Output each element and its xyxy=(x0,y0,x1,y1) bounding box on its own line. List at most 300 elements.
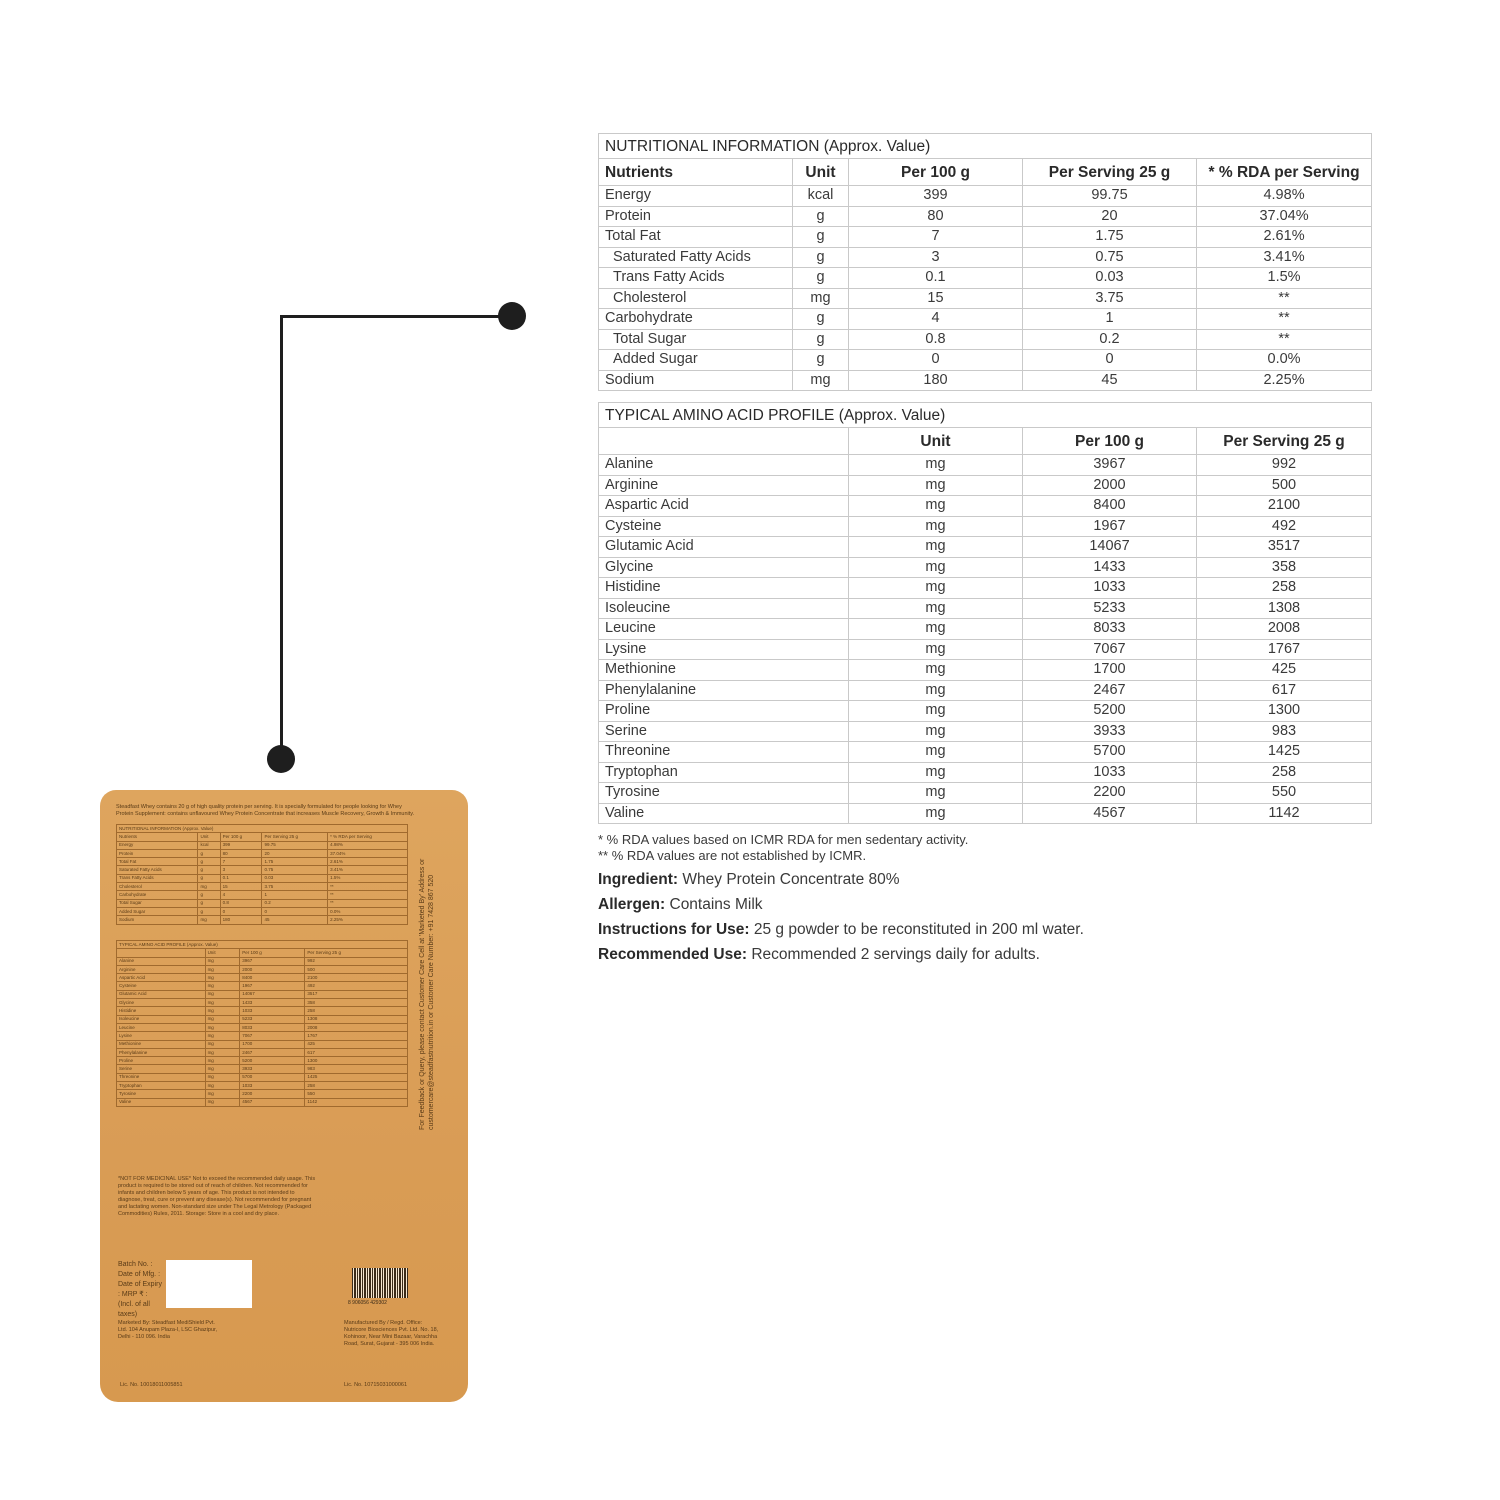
amino-row xyxy=(599,475,1372,496)
pouch-amino-cell: mg xyxy=(205,974,240,982)
pouch-amino-cell: 492 xyxy=(305,982,408,990)
nutrition-row xyxy=(599,247,1372,268)
pouch-amino-cell: 1433 xyxy=(240,999,305,1007)
nutrient-per-serving: 20 xyxy=(1023,206,1197,227)
amino-per-serving: 258 xyxy=(1197,578,1372,599)
nutrition-row xyxy=(599,370,1372,391)
pouch-amino-cell: 5700 xyxy=(240,1073,305,1081)
amino-per-100g: 2467 xyxy=(1023,680,1197,701)
nutrient-rda: 37.04% xyxy=(1197,206,1372,227)
nutrient-unit: g xyxy=(793,309,849,330)
pouch-amino-cell: Isoleucine xyxy=(117,1015,206,1023)
nutrient-per-100g: 0.1 xyxy=(849,268,1023,289)
amino-per-100g: 3967 xyxy=(1023,455,1197,476)
pouch-amino-cell: 2000 xyxy=(240,965,305,973)
amino-unit: mg xyxy=(849,475,1023,496)
amino-row xyxy=(599,803,1372,824)
pouch-amino-cell: mg xyxy=(205,1057,240,1065)
pouch-amino-title: TYPICAL AMINO ACID PROFILE (Approx. Value) xyxy=(117,941,408,949)
amino-unit: mg xyxy=(849,742,1023,763)
pouch-nut-cell: g xyxy=(198,899,220,907)
pouch-amino-cell: 983 xyxy=(305,1065,408,1073)
pouch-amino-cell: Aspartic Acid xyxy=(117,974,206,982)
pouch-nut-header: Per Serving 25 g xyxy=(262,833,328,841)
nutrient-rda: ** xyxy=(1197,309,1372,330)
amino-header-0 xyxy=(599,428,849,455)
pouch-feedback-text: For Feedback or Query, please contact Customer Care Cell at 'Marketed By' Address or customercare@steadfastnutrition.in or Customer Care Number: +91 7428 867 520 xyxy=(419,858,435,1130)
amino-name: Methionine xyxy=(599,660,849,681)
pouch-amino-cell: Alanine xyxy=(117,957,206,965)
nutrient-unit: g xyxy=(793,227,849,248)
amino-per-100g: 1700 xyxy=(1023,660,1197,681)
amino-name: Valine xyxy=(599,803,849,824)
amino-per-serving: 425 xyxy=(1197,660,1372,681)
nutrient-per-100g: 80 xyxy=(849,206,1023,227)
pouch-nut-cell: 0.1 xyxy=(220,874,262,882)
pouch-amino-row xyxy=(117,1057,408,1065)
pouch-amino-cell: Tryptophan xyxy=(117,1082,206,1090)
amino-per-serving: 550 xyxy=(1197,783,1372,804)
pouch-nut-cell: Protein xyxy=(117,849,198,857)
nutrient-unit: g xyxy=(793,329,849,350)
amino-per-100g: 2000 xyxy=(1023,475,1197,496)
pouch-nut-cell: 99.75 xyxy=(262,841,328,849)
pouch-amino-cell: mg xyxy=(205,1090,240,1098)
pouch-nut-cell: 0.2 xyxy=(262,899,328,907)
pouch-amino-cell: mg xyxy=(205,1082,240,1090)
amino-name: Threonine xyxy=(599,742,849,763)
pouch-nut-row xyxy=(117,907,408,915)
amino-unit: mg xyxy=(849,537,1023,558)
pouch-amino-cell: 2467 xyxy=(240,1048,305,1056)
pouch-nut-cell: ** xyxy=(328,899,408,907)
amino-per-100g: 1033 xyxy=(1023,578,1197,599)
nutrient-rda: 3.41% xyxy=(1197,247,1372,268)
nutrient-per-serving: 0 xyxy=(1023,350,1197,371)
nutrition-row xyxy=(599,288,1372,309)
pouch-amino-cell: 5200 xyxy=(240,1057,305,1065)
nutrition-row xyxy=(599,227,1372,248)
nutrient-name: Sodium xyxy=(599,370,793,391)
pouch-amino-header xyxy=(117,949,206,957)
pouch-nut-cell: 4 xyxy=(220,891,262,899)
nutrient-per-100g: 180 xyxy=(849,370,1023,391)
amino-name: Tyrosine xyxy=(599,783,849,804)
amino-unit: mg xyxy=(849,557,1023,578)
pouch-nut-cell: Added Sugar xyxy=(117,907,198,915)
nutrient-per-100g: 4 xyxy=(849,309,1023,330)
pouch-amino-cell: Lysine xyxy=(117,1032,206,1040)
pouch-amino-cell: mg xyxy=(205,1048,240,1056)
nutrition-row xyxy=(599,206,1372,227)
amino-unit: mg xyxy=(849,455,1023,476)
amino-per-100g: 8033 xyxy=(1023,619,1197,640)
amino-row xyxy=(599,578,1372,599)
amino-row xyxy=(599,496,1372,517)
amino-per-serving: 1767 xyxy=(1197,639,1372,660)
pouch-nut-header: Unit xyxy=(198,833,220,841)
nutrient-name: Trans Fatty Acids xyxy=(599,268,793,289)
pouch-amino-cell: 425 xyxy=(305,1040,408,1048)
pouch-nut-row xyxy=(117,841,408,849)
product-pouch-image xyxy=(100,790,468,1402)
pouch-amino-row xyxy=(117,1032,408,1040)
amino-name: Cysteine xyxy=(599,516,849,537)
amino-per-serving: 1308 xyxy=(1197,598,1372,619)
amino-unit: mg xyxy=(849,701,1023,722)
nutrient-unit: g xyxy=(793,206,849,227)
pouch-amino-row xyxy=(117,957,408,965)
pouch-amino-head-row xyxy=(117,949,408,957)
pouch-amino-cell: 1767 xyxy=(305,1032,408,1040)
pouch-amino-cell: Glutamic Acid xyxy=(117,990,206,998)
nutrient-per-serving: 0.75 xyxy=(1023,247,1197,268)
nutrient-rda: ** xyxy=(1197,329,1372,350)
amino-unit: mg xyxy=(849,516,1023,537)
amino-name: Lysine xyxy=(599,639,849,660)
nutrition-header-0: Nutrients xyxy=(599,159,793,186)
pouch-nut-cell: 0 xyxy=(220,907,262,915)
amino-name: Serine xyxy=(599,721,849,742)
amino-per-100g: 8400 xyxy=(1023,496,1197,517)
nutrient-per-serving: 45 xyxy=(1023,370,1197,391)
pouch-nut-cell: 0.8 xyxy=(220,899,262,907)
nutrition-title: NUTRITIONAL INFORMATION (Approx. Value) xyxy=(599,134,1372,159)
nutrient-unit: g xyxy=(793,268,849,289)
amino-header-1: Unit xyxy=(849,428,1023,455)
recommended-use-line: Recommended Use: Recommended 2 servings daily for adults. xyxy=(598,946,1040,963)
pouch-amino-cell: 2100 xyxy=(305,974,408,982)
pouch-amino-cell: mg xyxy=(205,1015,240,1023)
pouch-nut-cell: 0 xyxy=(262,907,328,915)
amino-per-100g: 1433 xyxy=(1023,557,1197,578)
pouch-nut-cell: Carbohydrate xyxy=(117,891,198,899)
connector-vertical xyxy=(280,315,283,760)
nutrient-per-serving: 99.75 xyxy=(1023,186,1197,207)
pouch-nut-cell: Trans Fatty Acids xyxy=(117,874,198,882)
pouch-amino-cell: Leucine xyxy=(117,1023,206,1031)
nutrient-rda: 4.98% xyxy=(1197,186,1372,207)
pouch-amino-row xyxy=(117,982,408,990)
amino-per-serving: 992 xyxy=(1197,455,1372,476)
pouch-amino-cell: Serine xyxy=(117,1065,206,1073)
nutrient-per-100g: 0 xyxy=(849,350,1023,371)
pouch-amino-cell: 617 xyxy=(305,1048,408,1056)
amino-unit: mg xyxy=(849,598,1023,619)
nutrient-name: Saturated Fatty Acids xyxy=(599,247,793,268)
nutrient-unit: mg xyxy=(793,370,849,391)
pouch-amino-cell: Valine xyxy=(117,1098,206,1106)
pouch-amino-row xyxy=(117,1082,408,1090)
nutrient-per-serving: 1.75 xyxy=(1023,227,1197,248)
instructions-line: Instructions for Use: 25 g powder to be reconstituted in 200 ml water. xyxy=(598,921,1084,938)
pouch-nut-cell: 3.41% xyxy=(328,866,408,874)
pouch-lic-2: Lic. No. 10715031000061 xyxy=(344,1382,407,1388)
pouch-amino-cell: mg xyxy=(205,1065,240,1073)
pouch-amino-cell: 1700 xyxy=(240,1040,305,1048)
pouch-nut-row xyxy=(117,899,408,907)
amino-unit: mg xyxy=(849,803,1023,824)
pouch-nut-cell: 15 xyxy=(220,883,262,891)
pouch-nut-title-row xyxy=(117,825,408,833)
nutrient-unit: kcal xyxy=(793,186,849,207)
pouch-nut-cell: g xyxy=(198,858,220,866)
nutrition-header-3: Per Serving 25 g xyxy=(1023,159,1197,186)
amino-per-serving: 1425 xyxy=(1197,742,1372,763)
amino-table xyxy=(598,402,1372,824)
rda-note-1: * % RDA values based on ICMR RDA for men sedentary activity. xyxy=(598,832,969,847)
pouch-nut-cell: 180 xyxy=(220,916,262,924)
amino-per-100g: 5200 xyxy=(1023,701,1197,722)
amino-row xyxy=(599,742,1372,763)
pouch-amino-title-row xyxy=(117,941,408,949)
pouch-amino-cell: 1142 xyxy=(305,1098,408,1106)
pouch-amino-cell: mg xyxy=(205,982,240,990)
pouch-amino-cell: Arginine xyxy=(117,965,206,973)
nutrient-rda: 0.0% xyxy=(1197,350,1372,371)
nutrient-per-serving: 0.03 xyxy=(1023,268,1197,289)
pouch-amino-cell: 358 xyxy=(305,999,408,1007)
pouch-amino-row xyxy=(117,990,408,998)
pouch-amino-row xyxy=(117,1040,408,1048)
pouch-amino-cell: Methionine xyxy=(117,1040,206,1048)
pouch-amino-row xyxy=(117,1015,408,1023)
pouch-amino-cell: 550 xyxy=(305,1090,408,1098)
amino-per-100g: 5700 xyxy=(1023,742,1197,763)
pouch-nut-cell: 80 xyxy=(220,849,262,857)
nutrient-per-100g: 15 xyxy=(849,288,1023,309)
amino-per-serving: 2008 xyxy=(1197,619,1372,640)
pouch-amino-cell: 258 xyxy=(305,1007,408,1015)
barcode-number: 8 906056 429302 xyxy=(348,1300,387,1306)
pouch-amino-cell: mg xyxy=(205,990,240,998)
nutrient-name: Total Fat xyxy=(599,227,793,248)
nutrition-header-4: * % RDA per Serving xyxy=(1197,159,1372,186)
pouch-amino-cell: Cysteine xyxy=(117,982,206,990)
pouch-nut-cell: ** xyxy=(328,891,408,899)
pouch-nut-row xyxy=(117,883,408,891)
amino-row xyxy=(599,721,1372,742)
amino-per-100g: 2200 xyxy=(1023,783,1197,804)
pouch-amino-cell: 1300 xyxy=(305,1057,408,1065)
nutrition-header-2: Per 100 g xyxy=(849,159,1023,186)
pouch-nut-row xyxy=(117,866,408,874)
pouch-amino-cell: 1308 xyxy=(305,1015,408,1023)
pouch-amino-table xyxy=(116,940,408,1107)
pouch-amino-cell: 2200 xyxy=(240,1090,305,1098)
pouch-nut-cell: 45 xyxy=(262,916,328,924)
pouch-manufactured-by: Manufactured By / Regd. Office: Nutricore Biosciences Pvt. Ltd. No. 18, Kohinoor, Near Mini Bazaar, Varachha Road, Surat, Gujarat - 395 006 India. xyxy=(344,1320,439,1347)
pouch-nut-cell: mg xyxy=(198,916,220,924)
pouch-amino-row xyxy=(117,974,408,982)
pouch-nut-cell: mg xyxy=(198,883,220,891)
pouch-amino-cell: 8400 xyxy=(240,974,305,982)
pouch-amino-row xyxy=(117,1090,408,1098)
pouch-nut-cell: 2.61% xyxy=(328,858,408,866)
pouch-amino-cell: 258 xyxy=(305,1082,408,1090)
pouch-nut-header: Per 100 g xyxy=(220,833,262,841)
amino-row xyxy=(599,680,1372,701)
amino-name: Aspartic Acid xyxy=(599,496,849,517)
nutrient-rda: 2.25% xyxy=(1197,370,1372,391)
pouch-marketed-by: Marketed By: Steadfast MediShield Pvt. Ltd. 104 Anupam Plaza-I, LSC Ghazipur, Delhi - 110 096. India xyxy=(118,1320,218,1340)
nutrient-per-100g: 7 xyxy=(849,227,1023,248)
pouch-nut-row xyxy=(117,874,408,882)
nutrient-name: Energy xyxy=(599,186,793,207)
nutrition-row xyxy=(599,268,1372,289)
nutrition-header-1: Unit xyxy=(793,159,849,186)
pouch-amino-cell: mg xyxy=(205,999,240,1007)
amino-name: Isoleucine xyxy=(599,598,849,619)
pouch-nut-cell: 7 xyxy=(220,858,262,866)
pouch-nut-cell: g xyxy=(198,891,220,899)
nutrition-row xyxy=(599,329,1372,350)
pouch-amino-cell: mg xyxy=(205,1007,240,1015)
amino-per-serving: 500 xyxy=(1197,475,1372,496)
pouch-nut-cell: Cholesterol xyxy=(117,883,198,891)
amino-per-100g: 3933 xyxy=(1023,721,1197,742)
amino-unit: mg xyxy=(849,762,1023,783)
pouch-nut-cell: 37.04% xyxy=(328,849,408,857)
amino-per-100g: 7067 xyxy=(1023,639,1197,660)
amino-row xyxy=(599,557,1372,578)
amino-per-100g: 14067 xyxy=(1023,537,1197,558)
amino-header-3: Per Serving 25 g xyxy=(1197,428,1372,455)
nutrient-name: Carbohydrate xyxy=(599,309,793,330)
pouch-amino-cell: Threonine xyxy=(117,1073,206,1081)
connector-dot-bottom xyxy=(267,745,295,773)
pouch-nut-cell: 2.25% xyxy=(328,916,408,924)
amino-unit: mg xyxy=(849,660,1023,681)
pouch-amino-cell: 1033 xyxy=(240,1007,305,1015)
amino-row xyxy=(599,619,1372,640)
amino-name: Phenylalanine xyxy=(599,680,849,701)
amino-per-serving: 617 xyxy=(1197,680,1372,701)
pouch-nut-row xyxy=(117,891,408,899)
pouch-nut-title: NUTRITIONAL INFORMATION (Approx. Value) xyxy=(117,825,408,833)
nutrient-rda: ** xyxy=(1197,288,1372,309)
pouch-amino-cell: Glycine xyxy=(117,999,206,1007)
amino-name: Alanine xyxy=(599,455,849,476)
pouch-amino-cell: Histidine xyxy=(117,1007,206,1015)
amino-per-serving: 358 xyxy=(1197,557,1372,578)
pouch-warnings: *NOT FOR MEDICINAL USE* Not to exceed the recommended daily usage. This product is required to be stored out of reach of children. Not recommended for infants and children below 5 years of age. This product is not intended to diagnose, treat, cure or prevent any disease(s). Not recommended for pregnant and lactating women. Non-standard size under The Legal Metrology (Packaged Commodities) Rules, 2011. Storage: Store in a cool and dry place. xyxy=(118,1176,316,1217)
nutrient-per-serving: 1 xyxy=(1023,309,1197,330)
pouch-nut-cell: Saturated Fatty Acids xyxy=(117,866,198,874)
pouch-amino-cell: 5233 xyxy=(240,1015,305,1023)
nutrient-name: Total Sugar xyxy=(599,329,793,350)
pouch-amino-cell: 3967 xyxy=(240,957,305,965)
barcode-icon xyxy=(352,1268,408,1298)
nutrient-unit: g xyxy=(793,350,849,371)
amino-name: Glycine xyxy=(599,557,849,578)
pouch-nut-cell: 0.0% xyxy=(328,907,408,915)
amino-name: Histidine xyxy=(599,578,849,599)
amino-row xyxy=(599,701,1372,722)
amino-row xyxy=(599,455,1372,476)
rda-note-2: ** % RDA values are not established by ICMR. xyxy=(598,847,867,863)
amino-per-serving: 1300 xyxy=(1197,701,1372,722)
amino-name: Glutamic Acid xyxy=(599,537,849,558)
pouch-amino-cell: 3517 xyxy=(305,990,408,998)
pouch-amino-cell: Tyrosine xyxy=(117,1090,206,1098)
nutrient-per-serving: 0.2 xyxy=(1023,329,1197,350)
amino-unit: mg xyxy=(849,578,1023,599)
nutrition-row xyxy=(599,350,1372,371)
pouch-amino-row xyxy=(117,1007,408,1015)
pouch-amino-cell: 1967 xyxy=(240,982,305,990)
pouch-amino-row xyxy=(117,1023,408,1031)
pouch-nut-head-row xyxy=(117,833,408,841)
pouch-amino-row xyxy=(117,1098,408,1106)
amino-name: Arginine xyxy=(599,475,849,496)
connector-horizontal xyxy=(280,315,512,318)
pouch-amino-cell: mg xyxy=(205,1098,240,1106)
amino-per-serving: 2100 xyxy=(1197,496,1372,517)
pouch-nut-cell: 20 xyxy=(262,849,328,857)
pouch-nut-cell: g xyxy=(198,849,220,857)
pouch-amino-row xyxy=(117,1073,408,1081)
pouch-amino-row xyxy=(117,965,408,973)
amino-per-100g: 1033 xyxy=(1023,762,1197,783)
amino-row xyxy=(599,783,1372,804)
pouch-nut-cell: 0.03 xyxy=(262,874,328,882)
pouch-nut-header: Nutrients xyxy=(117,833,198,841)
pouch-amino-row xyxy=(117,1048,408,1056)
pouch-batch: Batch No. : Date of Mfg. : Date of Expiry : MRP ₹ : (Incl. of all taxes) xyxy=(118,1261,162,1318)
pouch-amino-cell: 7067 xyxy=(240,1032,305,1040)
pouch-nut-header: * % RDA per Serving xyxy=(328,833,408,841)
pouch-nutrition-table xyxy=(116,824,408,925)
amino-name: Proline xyxy=(599,701,849,722)
amino-per-serving: 258 xyxy=(1197,762,1372,783)
pouch-nut-cell: 399 xyxy=(220,841,262,849)
pouch-nut-cell: g xyxy=(198,907,220,915)
amino-unit: mg xyxy=(849,721,1023,742)
amino-unit: mg xyxy=(849,619,1023,640)
pouch-lic-1: Lic. No. 10018011005851 xyxy=(120,1382,183,1388)
amino-unit: mg xyxy=(849,639,1023,660)
amino-per-100g: 4567 xyxy=(1023,803,1197,824)
nutrient-unit: mg xyxy=(793,288,849,309)
pouch-amino-cell: 3933 xyxy=(240,1065,305,1073)
pouch-amino-cell: mg xyxy=(205,1023,240,1031)
pouch-nut-cell: 4.98% xyxy=(328,841,408,849)
ingredient-line: Ingredient: Whey Protein Concentrate 80% xyxy=(598,871,900,888)
connector-dot-top xyxy=(498,302,526,330)
amino-name: Leucine xyxy=(599,619,849,640)
pouch-amino-cell: mg xyxy=(205,1073,240,1081)
amino-name: Tryptophan xyxy=(599,762,849,783)
pouch-nut-cell: Total Sugar xyxy=(117,899,198,907)
amino-row xyxy=(599,762,1372,783)
nutrient-name: Added Sugar xyxy=(599,350,793,371)
pouch-amino-cell: 992 xyxy=(305,957,408,965)
nutrition-row xyxy=(599,309,1372,330)
nutrient-per-100g: 399 xyxy=(849,186,1023,207)
amino-unit: mg xyxy=(849,496,1023,517)
pouch-amino-cell: 2008 xyxy=(305,1023,408,1031)
pouch-nut-row xyxy=(117,916,408,924)
amino-unit: mg xyxy=(849,783,1023,804)
pouch-nut-cell: g xyxy=(198,874,220,882)
pouch-amino-cell: mg xyxy=(205,957,240,965)
nutrient-per-100g: 0.8 xyxy=(849,329,1023,350)
pouch-nut-cell: 1 xyxy=(262,891,328,899)
pouch-amino-cell: Phenylalanine xyxy=(117,1048,206,1056)
pouch-amino-cell: 1425 xyxy=(305,1073,408,1081)
pouch-amino-row xyxy=(117,1065,408,1073)
